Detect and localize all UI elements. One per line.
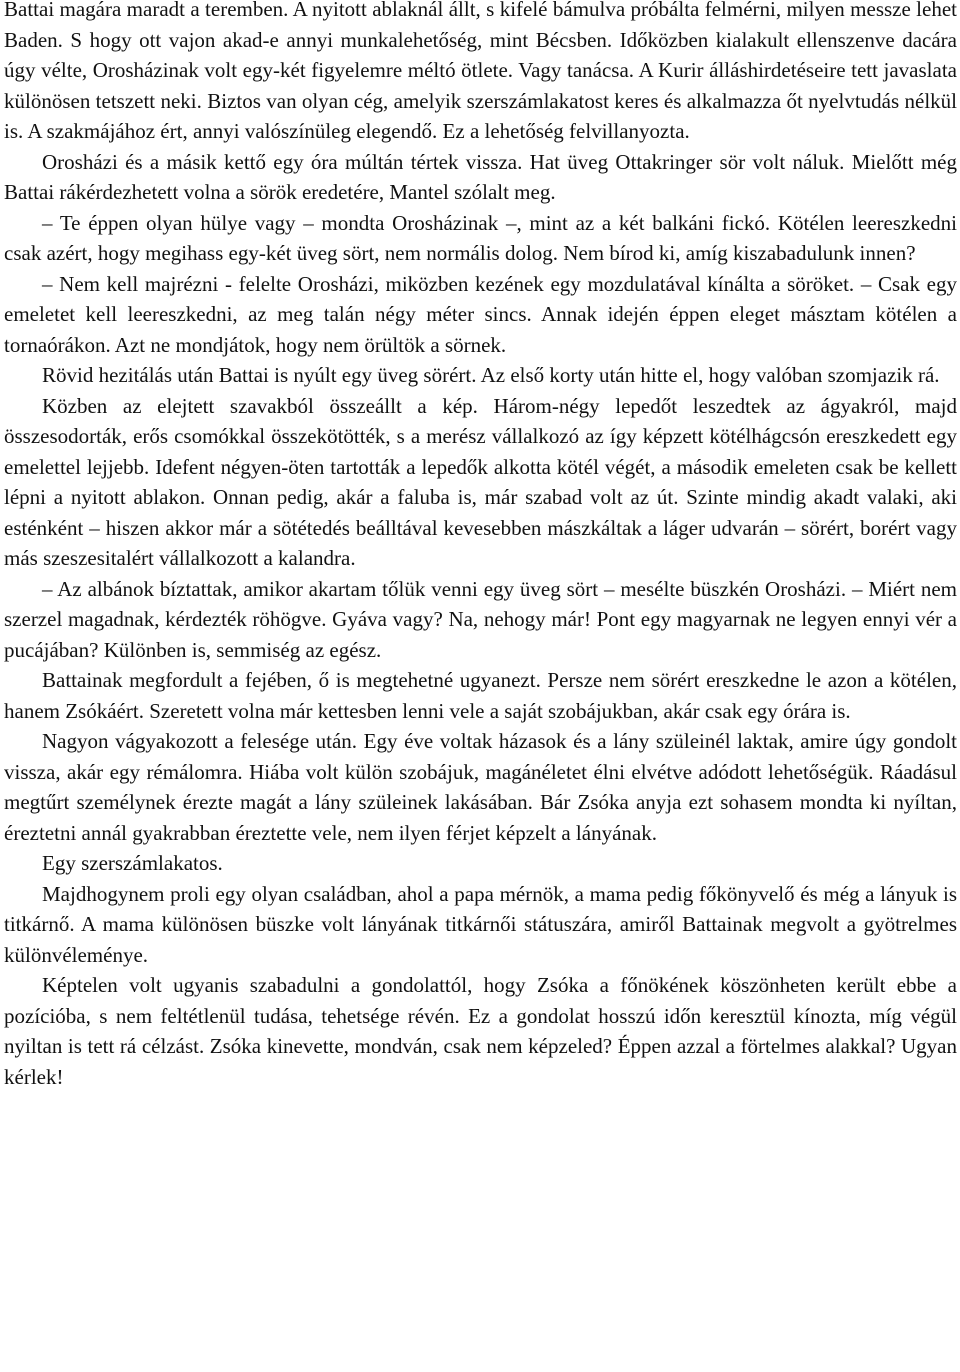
paragraph-10: Egy szerszámlakatos.: [42, 851, 223, 875]
paragraph-6: Közben az elejtett szavakból összeállt a kép. Három-négy lepedőt leszedtek az ágyakról, majd összesodorták, erős csomókkal összekötötték, s a merész vállalkozó az így képzett kötélhágcsón ereszkedett egy emelettel lejjebb. Idefent négyen-öten tartották a lepedők alkotta kötél végét, a második emeleten csak be kellett lépni a nyitott ablakon. Onnan pedig, akár a faluba is, már szabad volt az út. Szinte mindig akadt valaki, aki esténként – hiszen akkor már a sötétedés beálltával kevesebben mászkáltak a láger udvarán – sörért, borért vagy más szeszesitalért vállalkozott a kalandra.: [4, 393, 957, 570]
paragraph-8: Battainak megfordult a fejében, ő is megtehetné ugyanezt. Persze nem sörért ereszkedne le azon a kötélen, hanem Zsókáért. Szeretett volna már kettesben lenni vele a saját szobájukban, akár csak egy órára is.: [4, 668, 957, 723]
paragraph-4: – Nem kell majrézni - felelte Orosházi, miközben kezének egy mozdulatával kínálta a söröket. – Csak egy emeletet kell leereszkedni, az meg talán négy méter sincs. Annak idején éppen eleget másztam kötélen a tornaórákon. Azt ne mondjátok, hogy nem örültök a sörnek.: [4, 271, 957, 357]
paragraph-11: Majdhogynem proli egy olyan családban, ahol a papa mérnök, a mama pedig főkönyvelő és még a lányuk is titkárnő. A mama különösen büszke volt lányának titkárnői státuszára, amiről Battainak megvolt a gyötrelmes különvéleménye.: [4, 881, 957, 967]
paragraph-3: – Te éppen olyan hülye vagy – mondta Orosházinak –, mint az a két balkáni fickó. Kötélen leereszkedni csak azért, hogy megihass egy-két üveg sört, nem normális dolog. Nem bírod ki, amíg kiszabadulunk innen?: [4, 210, 957, 265]
paragraph-5: Rövid hezitálás után Battai is nyúlt egy üveg sörért. Az első korty után hitte el, hogy valóban szomjazik rá.: [42, 363, 940, 387]
paragraph-12: Képtelen volt ugyanis szabadulni a gondolattól, hogy Zsóka a főnökének köszönheten került ebbe a pozícióba, s nem feltétlenül tudása, tehetsége révén. Ez a gondolat hosszú időn keresztül kínozta, míg végül nyiltan is tett rá célzást. Zsóka kinevette, mondván, csak nem képzeled? Éppen azzal a förtelmes alakkal? Ugyan kérlek!: [4, 973, 957, 1089]
paragraph-2: Orosházi és a másik kettő egy óra múltán tértek vissza. Hat üveg Ottakringer sör volt náluk. Mielőtt még Battai rákérdezhetett volna a sörök eredetére, Mantel szólalt meg.: [4, 149, 957, 204]
paragraph-7: – Az albánok bíztattak, amikor akartam tőlük venni egy üveg sört – mesélte büszkén Orosházi. – Miért nem szerzel magadnak, kérdezték röhögve. Gyáva vagy? Na, nehogy már! Pont egy magyarnak ne legyen ennyi vér a pucájában? Különben is, semmiség az egész.: [4, 576, 957, 662]
paragraph-1: Battai magára maradt a teremben. A nyitott ablaknál állt, s kifelé bámulva próbálta felmérni, milyen messze lehet Baden. S hogy ott vajon akad-e annyi munkalehetőség, mint Bécsben. Időközben kialakult ellenszenve dacára úgy vélte, Orosházinak volt egy-két figyelemre méltó ötlete. Vagy tanácsa. A Kurir álláshirdetéseire tett javaslata különösen tetszett neki. Biztos van olyan cég, amelyik szerszámlakatost keres és alkalmazza őt nyelvtudás nélkül is. A szakmájához ért, annyi valószínüleg elegendő. Ez a lehetőség felvillanyozta.: [4, 0, 957, 143]
paragraph-9: Nagyon vágyakozott a felesége után. Egy éve voltak házasok és a lány szüleinél laktak, amire úgy gondolt vissza, akár egy rémálomra. Hiába volt külön szobájuk, magánéletet élni elvétve adódott lehetőségük. Ráadásul megtűrt személynek érezte magát a lány szüleinek lakásában. Bár Zsóka anyja ezt sohasem mondta ki nyíltan, éreztetni annál gyakrabban éreztette vele, nem ilyen férjet képzelt a lányának.: [4, 729, 957, 845]
